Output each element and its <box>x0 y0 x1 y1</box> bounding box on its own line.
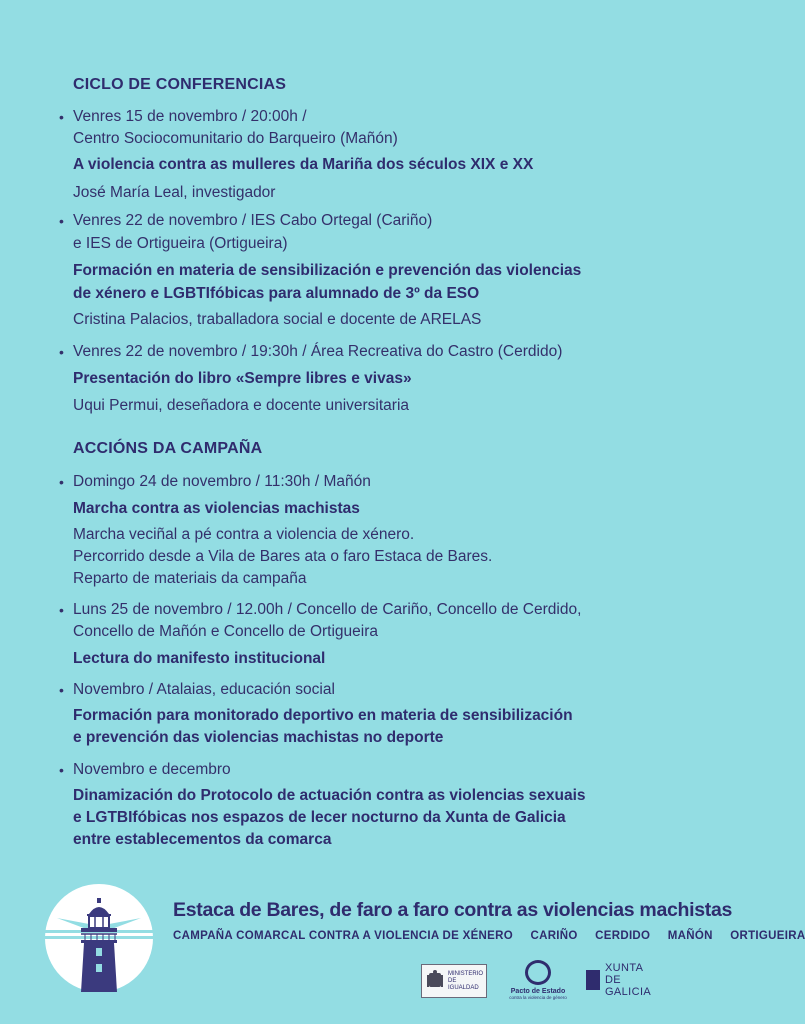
municipality-ortigueira: ORTIGUEIRA <box>730 930 805 942</box>
event-title-line: Dinamización do Protocolo de actuación contra as violencias sexuais <box>73 787 586 804</box>
coat-of-arms-icon <box>426 970 444 992</box>
lighthouse-icon <box>45 884 153 992</box>
event-info-line: Venres 22 de novembro / IES Cabo Ortegal (Cariño) <box>73 212 433 229</box>
section-heading: ACCIÓNS DA CAMPAÑA <box>73 440 263 457</box>
event-desc-line: José María Leal, investigador <box>73 184 276 201</box>
event-info-line: Venres 15 de novembro / 20:00h / <box>73 108 307 125</box>
event-title-line: Marcha contra as violencias machistas <box>73 500 360 517</box>
event-info-line: Novembro e decembro <box>73 761 231 778</box>
event-desc-line: Percorrido desde a Vila de Bares ata o faro Estaca de Bares. <box>73 548 493 565</box>
event-info-line: Concello de Mañón e Concello de Ortigueira <box>73 623 379 640</box>
municipality-carino: CARIÑO <box>530 930 578 942</box>
campaign-title: Estaca de Bares, de faro a faro contra as violencias machistas <box>173 899 733 921</box>
campaign-subtitle <box>173 930 805 942</box>
section-heading: CICLO DE CONFERENCIAS <box>73 76 287 93</box>
municipality-cerdido: CERDIDO <box>595 930 651 942</box>
event-info-line: e IES de Ortigueira (Ortigueira) <box>73 235 288 252</box>
bullet-icon: • <box>59 213 64 229</box>
event-info-line: Domingo 24 de novembro / 11:30h / Mañón <box>73 473 371 490</box>
event-title-line: Formación para monitorado deportivo en materia de sensibilización <box>73 707 573 724</box>
bullet-icon: • <box>59 474 64 490</box>
ministry-logo <box>421 964 487 998</box>
bullet-icon: • <box>59 682 64 698</box>
event-desc-line: Reparto de materiais da campaña <box>73 570 307 587</box>
bullet-icon: • <box>59 762 64 778</box>
event-desc-line: Cristina Palacios, traballadora social e docente de ARELAS <box>73 311 482 328</box>
pacto-ring-icon <box>525 960 551 985</box>
event-title-line: e prevención das violencias machistas no deporte <box>73 729 444 746</box>
pacto-name: Pacto de Estado <box>510 988 566 995</box>
event-info-line: Venres 22 de novembro / 19:30h / Área Recreativa do Castro (Cerdido) <box>73 343 563 360</box>
event-title-line: A violencia contra as mulleres da Mariña dos séculos XIX e XX <box>73 156 534 173</box>
event-title-line: Lectura do manifesto institucional <box>73 650 326 667</box>
event-title-line: entre establecementos da comarca <box>73 831 332 848</box>
xunta-line-1: XUNTA <box>604 962 644 974</box>
event-title-line: Presentación do libro «Sempre libres e vivas» <box>73 370 412 387</box>
bullet-icon: • <box>59 602 64 618</box>
pacto-tagline: contra la violencia de género <box>509 995 567 1000</box>
bullet-icon: • <box>59 344 64 360</box>
event-title-line: de xénero e LGBTIfóbicas para alumnado de 3º da ESO <box>73 285 480 302</box>
event-desc-line: Uqui Permui, deseñadora e docente universitaria <box>73 397 410 414</box>
event-info-line: Centro Sociocomunitario do Barqueiro (Mañón) <box>73 130 398 147</box>
xunta-shield-icon <box>586 970 600 990</box>
event-info-line: Luns 25 de novembro / 12.00h / Concello de Cariño, Concello de Cerdido, <box>73 601 582 618</box>
bullet-icon: • <box>59 109 64 125</box>
ministry-line-1: MINISTERIO <box>448 970 484 977</box>
lighthouse-logo <box>45 884 153 992</box>
municipality-manon: MAÑÓN <box>667 930 713 942</box>
event-info-line: Novembro / Atalaias, educación social <box>73 681 335 698</box>
event-title-line: Formación en materia de sensibilización e prevención das violencias <box>73 262 582 279</box>
xunta-logo <box>586 960 666 1000</box>
xunta-line-2: DE GALICIA <box>604 974 652 998</box>
ministry-line-2: DE IGUALDAD <box>448 977 479 991</box>
event-desc-line: Marcha veciñal a pé contra a violencia de xénero. <box>73 526 415 543</box>
pacto-logo <box>510 960 566 1000</box>
campaign-subtitle-main: CAMPAÑA COMARCAL CONTRA A VIOLENCIA DE XÉNERO <box>173 930 513 942</box>
event-title-line: e LGTBIfóbicas nos espazos de lecer nocturno da Xunta de Galicia <box>73 809 566 826</box>
